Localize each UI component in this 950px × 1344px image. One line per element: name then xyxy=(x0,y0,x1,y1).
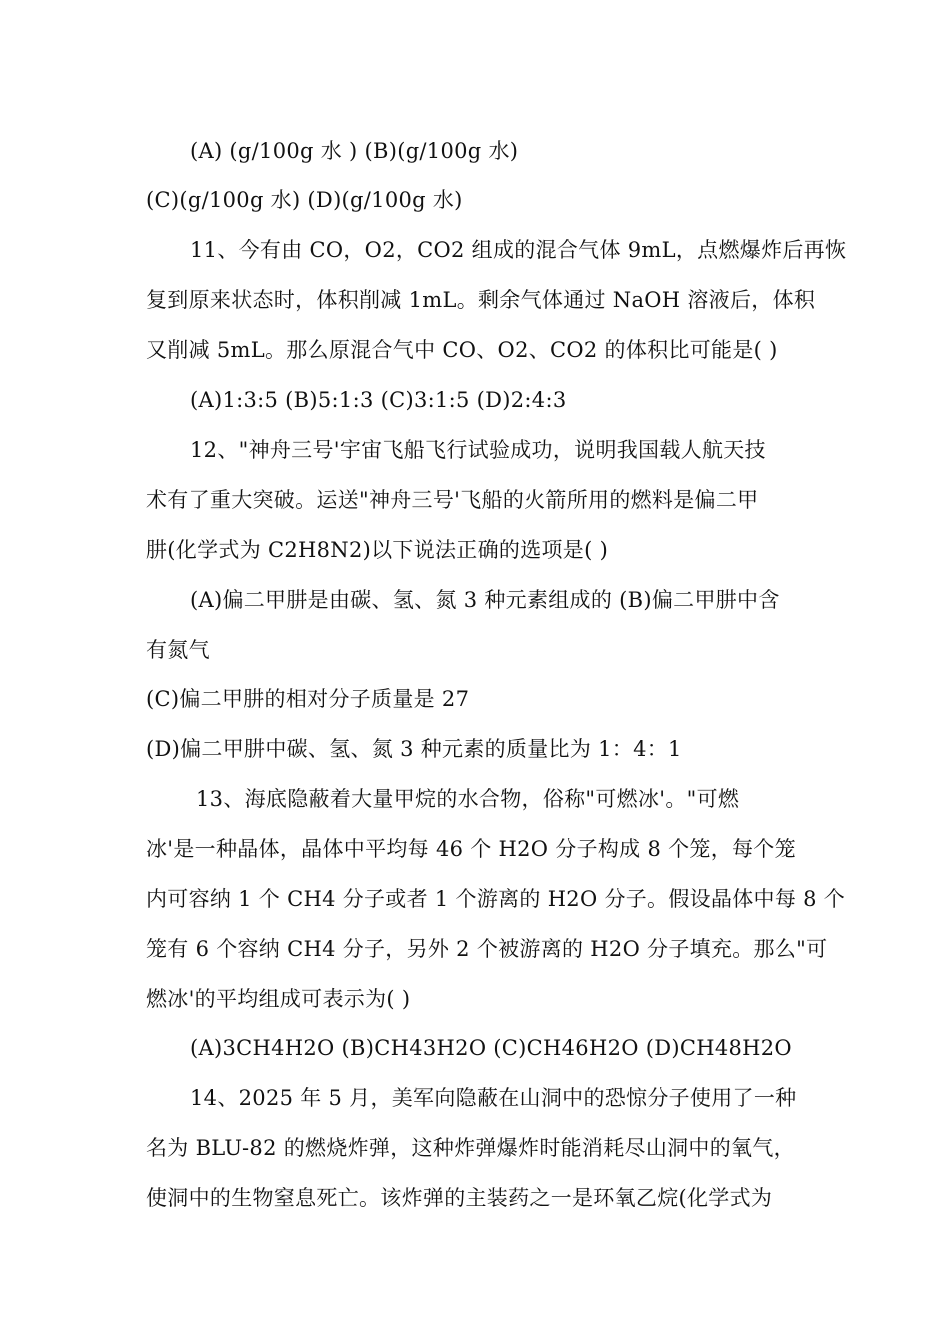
q12-text-line-3: 肼(化学式为 C2H8N2)以下说法正确的选项是( ) xyxy=(146,538,609,562)
q12-option-c: (C)偏二甲肼的相对分子质量是 27 xyxy=(146,687,470,711)
q14-text-line-1: 14、2025 年 5 月，美军向隐蔽在山洞中的恐惊分子使用了一种 xyxy=(190,1086,797,1110)
q14-text-line-3: 使洞中的生物窒息死亡。该炸弹的主装药之一是环氧乙烷(化学式为 xyxy=(146,1186,773,1210)
q11-text-line-3: 又削减 5mL。那么原混合气中 CO、O2、CO2 的体积比可能是( ) xyxy=(146,338,778,362)
q13-text-line-2: 冰'是一种晶体，晶体中平均每 46 个 H2O 分子构成 8 个笼，每个笼 xyxy=(146,837,796,861)
q12-option-a-line-2: 有氮气 xyxy=(146,638,210,662)
q12-option-a-line-1: (A)偏二甲肼是由碳、氢、氮 3 种元素组成的 (B)偏二甲肼中含 xyxy=(190,588,780,612)
q13-text-line-5: 燃冰'的平均组成可表示为( ) xyxy=(146,987,411,1011)
q13-text-line-1: 13、海底隐蔽着大量甲烷的水合物，俗称"可燃冰'。"可燃 xyxy=(196,787,740,811)
q12-text-line-2: 术有了重大突破。运送"神舟三号'飞船的火箭所用的燃料是偏二甲 xyxy=(146,488,759,512)
q10-options-line-2: (C)(g/100g 水) (D)(g/100g 水) xyxy=(146,188,463,212)
q12-option-d: (D)偏二甲肼中碳、氢、氮 3 种元素的质量比为 1：4：1 xyxy=(146,737,682,761)
q11-text-line-1: 11、今有由 CO，O2，CO2 组成的混合气体 9mL，点燃爆炸后再恢 xyxy=(190,238,847,262)
q14-text-line-2: 名为 BLU-82 的燃烧炸弹，这种炸弹爆炸时能消耗尽山洞中的氧气， xyxy=(146,1136,795,1160)
q10-options-line-1: (A) (g/100g 水 ) (B)(g/100g 水) xyxy=(190,139,519,163)
q11-options: (A)1:3:5 (B)5:1:3 (C)3:1:5 (D)2:4:3 xyxy=(190,388,567,412)
q12-text-line-1: 12、"神舟三号'宇宙飞船飞行试验成功，说明我国载人航天技 xyxy=(190,438,766,462)
q11-text-line-2: 复到原来状态时，体积削减 1mL。剩余气体通过 NaOH 溶液后，体积 xyxy=(146,288,816,312)
q13-text-line-3: 内可容纳 1 个 CH4 分子或者 1 个游离的 H2O 分子。假设晶体中每 8 个 xyxy=(146,887,846,911)
q13-text-line-4: 笼有 6 个容纳 CH4 分子，另外 2 个被游离的 H2O 分子填充。那么"可 xyxy=(146,937,828,961)
q13-options: (A)3CH4H2O (B)CH43H2O (C)CH46H2O (D)CH48H2O xyxy=(190,1036,792,1060)
